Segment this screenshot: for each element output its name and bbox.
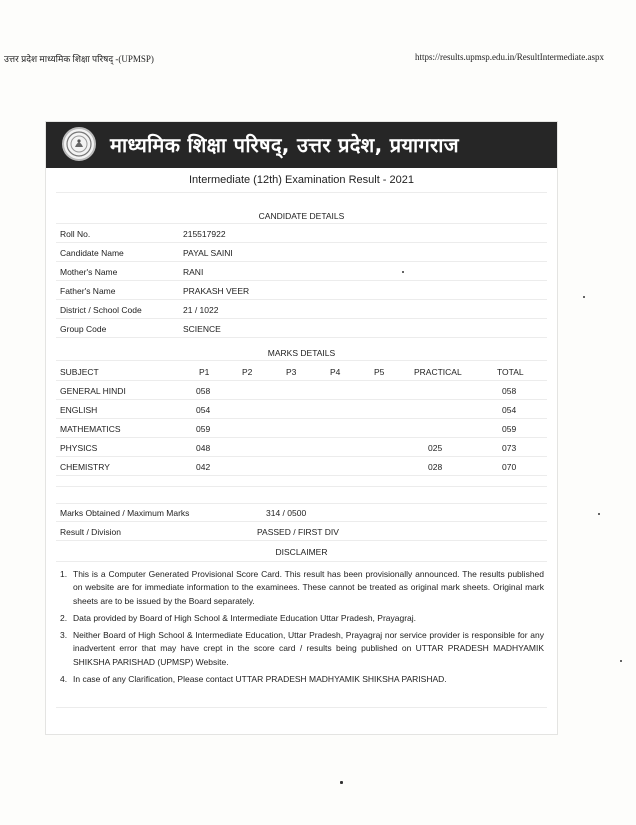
table-row xyxy=(46,419,557,438)
practical-cell: 028 xyxy=(428,462,443,472)
result-division-label: Result / Division xyxy=(60,527,121,537)
disclaimer-item xyxy=(60,612,544,625)
column-header: TOTAL xyxy=(497,367,524,377)
field-label: District / School Code xyxy=(60,305,142,315)
board-seal-icon xyxy=(62,127,96,161)
disclaimer-item xyxy=(60,629,544,669)
print-header-url: https://results.upmsp.edu.in/ResultIntermediate.aspx xyxy=(415,52,604,62)
marks-summary-row xyxy=(46,503,557,522)
candidate-row xyxy=(46,224,557,243)
total-cell: 059 xyxy=(502,424,517,434)
disclaimer-text: Neither Board of High School & Intermediate Education, Uttar Pradesh, Prayagraj nor service provider is responsible for any inadvertent error that may have crept in the score card / results being published on UTTAR PRADESH MADHYAMIK SHIKSHA PARISHAD (UPMSP) Website. xyxy=(73,630,544,667)
subject-cell: PHYSICS xyxy=(60,443,98,453)
column-header: P1 xyxy=(199,367,210,377)
total-cell: 054 xyxy=(502,405,517,415)
subject-cell: CHEMISTRY xyxy=(60,462,110,472)
field-value: PRAKASH VEER xyxy=(183,286,250,296)
practical-cell: 025 xyxy=(428,443,443,453)
table-row xyxy=(46,457,557,476)
result-card xyxy=(45,121,558,735)
marks-obtained-label: Marks Obtained / Maximum Marks xyxy=(60,508,190,518)
p1-cell: 042 xyxy=(196,462,211,472)
total-cell: 058 xyxy=(502,386,517,396)
board-banner xyxy=(46,122,557,168)
print-header xyxy=(4,52,632,66)
print-header-title: उत्तर प्रदेश माध्यमिक शिक्षा परिषद् -(UPMSP) xyxy=(4,54,154,64)
column-header: P3 xyxy=(286,367,297,377)
field-value: 21 / 1022 xyxy=(183,305,219,315)
divider xyxy=(56,192,547,193)
result-division-value: PASSED / FIRST DIV xyxy=(257,527,339,537)
disclaimer-item xyxy=(60,568,544,608)
total-cell: 070 xyxy=(502,462,517,472)
column-header: P5 xyxy=(374,367,385,377)
candidate-row xyxy=(46,300,557,319)
field-label: Roll No. xyxy=(60,229,91,239)
disclaimer-text: Data provided by Board of High School & Intermediate Education Uttar Pradesh, Prayagraj. xyxy=(73,612,417,623)
disclaimer-number: 4. xyxy=(60,674,68,685)
candidate-row xyxy=(46,319,557,338)
scan-speck xyxy=(402,271,404,273)
disclaimer-text: This is a Computer Generated Provisional Score Card. This result has been provisionally announced. The results published on website are for immediate information to the examinees. These cannot be treated as original mark sheets. Original mark sheets are to be issued by the Board separately. xyxy=(73,569,544,606)
field-label: Group Code xyxy=(60,324,107,334)
field-value: RANI xyxy=(183,267,204,277)
field-label: Candidate Name xyxy=(60,248,124,258)
field-value: SCIENCE xyxy=(183,324,221,334)
candidate-row xyxy=(46,243,557,262)
marks-obtained-value: 314 / 0500 xyxy=(266,508,307,518)
result-division-row xyxy=(46,522,557,541)
disclaimer-list xyxy=(60,568,544,690)
field-label: Father's Name xyxy=(60,286,116,296)
column-header: SUBJECT xyxy=(60,367,99,377)
disclaimer-item xyxy=(60,673,544,686)
candidate-row xyxy=(46,262,557,281)
scan-speck xyxy=(598,513,600,515)
subject-cell: ENGLISH xyxy=(60,405,98,415)
exam-title: Intermediate (12th) Examination Result - 2021 xyxy=(188,174,414,186)
disclaimer-number: 2. xyxy=(60,612,68,623)
divider xyxy=(56,707,547,708)
p1-cell: 048 xyxy=(196,443,211,453)
scan-speck xyxy=(340,781,343,784)
divider xyxy=(56,360,547,361)
table-row xyxy=(46,381,557,400)
marks-header-row xyxy=(46,362,557,381)
disclaimer-text: In case of any Clarification, Please contact UTTAR PRADESH MADHYAMIK SHIKSHA PARISHAD. xyxy=(73,674,447,685)
field-value: 215517922 xyxy=(183,229,226,239)
subject-cell: GENERAL HINDI xyxy=(60,386,126,396)
candidate-details-heading: CANDIDATE DETAILS xyxy=(258,211,345,221)
column-header: PRACTICAL xyxy=(414,367,462,377)
column-header: P2 xyxy=(242,367,253,377)
total-cell: 073 xyxy=(502,443,517,453)
board-title: माध्यमिक शिक्षा परिषद्, उत्तर प्रदेश, प्रयागराज xyxy=(110,133,459,157)
field-label: Mother's Name xyxy=(60,267,118,277)
field-value: PAYAL SAINI xyxy=(183,248,233,258)
column-header: P4 xyxy=(330,367,341,377)
disclaimer-heading: DISCLAIMER xyxy=(275,547,328,557)
p1-cell: 059 xyxy=(196,424,211,434)
scan-speck xyxy=(583,296,585,298)
p1-cell: 054 xyxy=(196,405,211,415)
disclaimer-number: 1. xyxy=(60,569,68,579)
candidate-row xyxy=(46,281,557,300)
divider xyxy=(56,486,547,487)
divider xyxy=(56,561,547,562)
subject-cell: MATHEMATICS xyxy=(60,424,121,434)
table-row xyxy=(46,400,557,419)
disclaimer-number: 3. xyxy=(60,630,68,641)
scan-speck xyxy=(620,660,622,662)
table-row xyxy=(46,438,557,457)
p1-cell: 058 xyxy=(196,386,211,396)
marks-details-heading: MARKS DETAILS xyxy=(267,348,336,358)
